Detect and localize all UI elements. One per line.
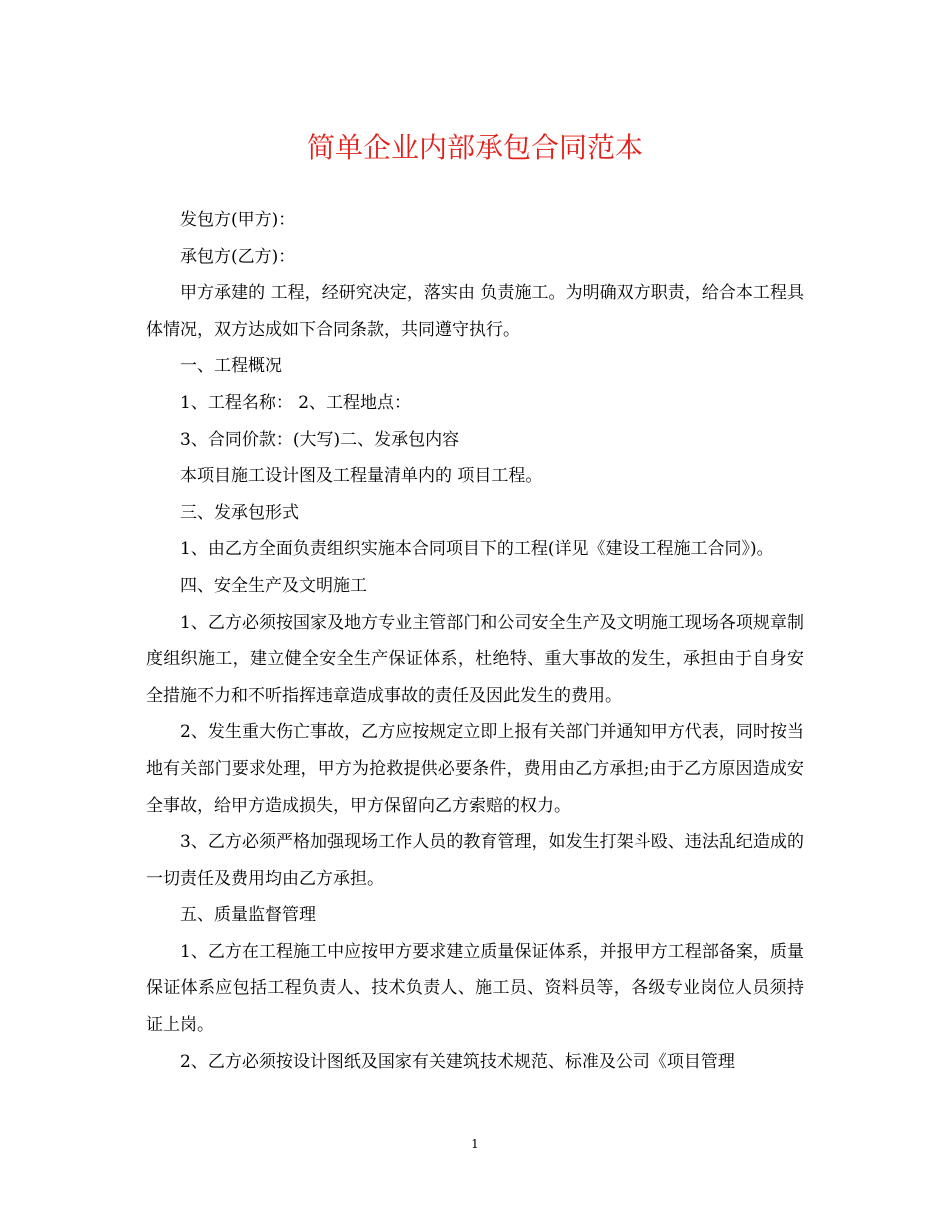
quality-item-2: 2、乙方必须按设计图纸及国家有关建筑技术规范、标准及公司《项目管理 bbox=[180, 1051, 735, 1072]
section-heading-contract-form: 三、发承包形式 bbox=[180, 502, 299, 523]
section-heading-project-overview: 一、工程概况 bbox=[180, 356, 282, 377]
intro-paragraph: 甲方承建的 工程，经研究决定，落实由 负责施工。为明确双方职责，给合本工程具体情况，双方达成如下合同条款，共同遵守执行。 bbox=[146, 283, 804, 340]
page-number: 1 bbox=[471, 1137, 479, 1151]
safety-item-2: 2、发生重大伤亡事故，乙方应按规定立即上报有关部门并通知甲方代表，同时按当地有关部门要求处理，甲方为抢救提供必要条件，费用由乙方承担;由于乙方原因造成安全事故，给甲方造成损失，甲方保留向乙方索赔的权力。 bbox=[146, 722, 804, 816]
section-heading-safety: 四、安全生产及文明施工 bbox=[180, 575, 367, 596]
party-b-line: 承包方(乙方)： bbox=[180, 246, 296, 267]
section-heading-quality: 五、质量监督管理 bbox=[180, 905, 316, 926]
scope-paragraph: 本项目施工设计图及工程量清单内的 项目工程。 bbox=[180, 466, 543, 487]
contract-form-item-1: 1、由乙方全面负责组织实施本合同项目下的工程(详见《建设工程施工合同》)。 bbox=[180, 539, 774, 560]
safety-item-3: 3、乙方必须严格加强现场工作人员的教育管理，如发生打架斗殴、违法乱纪造成的一切责任及费用均由乙方承担。 bbox=[146, 832, 804, 889]
document-body bbox=[146, 202, 804, 1080]
party-a-line: 发包方(甲方)： bbox=[180, 210, 296, 230]
contract-price-line: 3、合同价款：(大写)二、发承包内容 bbox=[180, 429, 460, 450]
quality-item-1: 1、乙方在工程施工中应按甲方要求建立质量保证体系，并报甲方工程部备案，质量保证体系应包括工程负责人、技术负责人、施工员、资料员等，各级专业岗位人员须持证上岗。 bbox=[146, 941, 804, 1036]
project-name-location-line: 1、工程名称： 2、工程地点： bbox=[180, 392, 412, 413]
document-title: 简单企业内部承包合同范本 bbox=[306, 131, 643, 164]
safety-item-1: 1、乙方必须按国家及地方专业主管部门和公司安全生产及文明施工现场各项规章制度组织施工，建立健全安全生产保证体系，杜绝特、重大事故的发生，承担由于自身安全措施不力和不听指挥违章造成事故的责任及因此发生的费用。 bbox=[146, 612, 804, 706]
